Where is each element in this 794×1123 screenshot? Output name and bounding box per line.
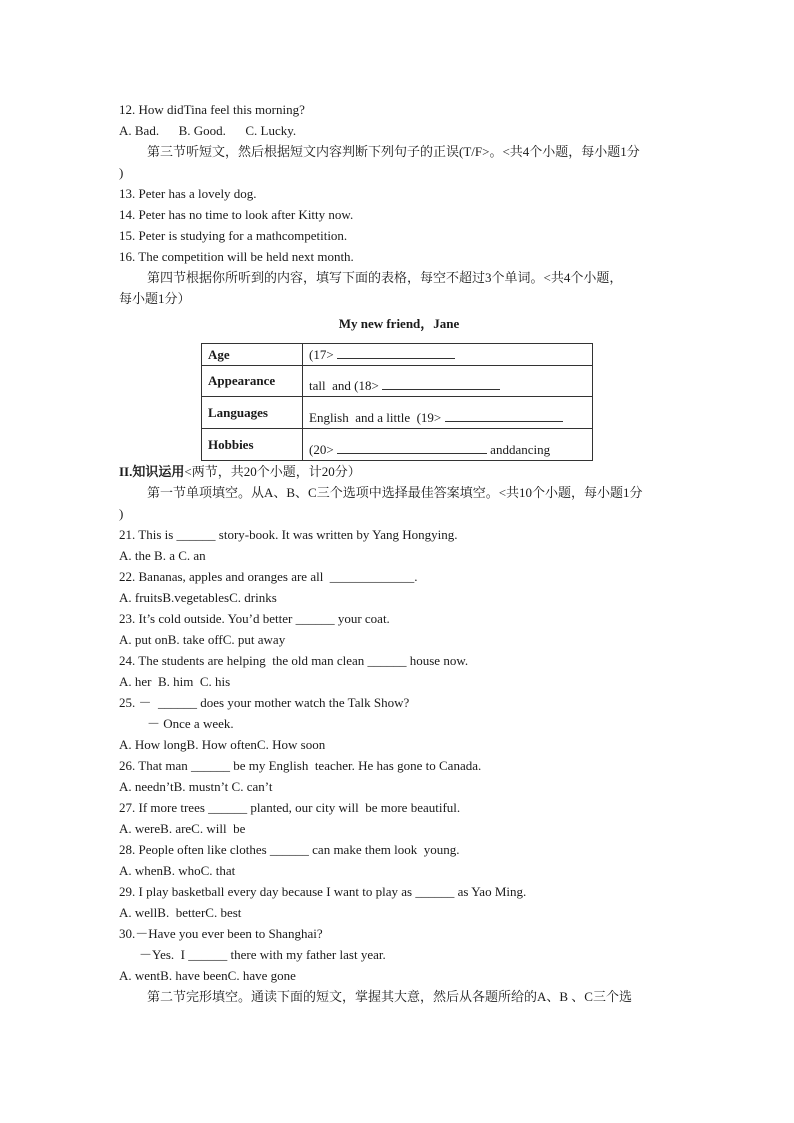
question-30-options: A. wentB. have beenC. have gone (119, 968, 296, 983)
blank-20[interactable] (337, 439, 487, 454)
question-23: 23. It’s cold outside. You’d better ______ your coat. (119, 611, 390, 626)
row-label: Appearance (202, 366, 303, 397)
question-27: 27. If more trees ______ planted, our city will be more beautiful. (119, 800, 461, 815)
question-14: 14. Peter has no time to look after Kitty now. (119, 207, 354, 222)
question-26-options: A. needn’tB. mustn’t C. can’t (119, 779, 273, 794)
question-29-options: A. wellB. betterC. best (119, 905, 242, 920)
question-27-options: A. wereB. areC. will be (119, 821, 246, 836)
blank-17[interactable] (337, 344, 455, 359)
question-28-options: A. whenB. whoC. that (119, 863, 236, 878)
question-16: 16. The competition will be held next month. (119, 249, 354, 264)
info-table (201, 343, 593, 461)
question-21: 21. This is ______ story-book. It was written by Yang Hongying. (119, 527, 458, 542)
question-25-options: A. How longB. How oftenC. How soon (119, 737, 326, 752)
question-13: 13. Peter has a lovely dog. (119, 186, 257, 201)
blank-18[interactable] (382, 375, 500, 390)
part2-sec2-instruction: 第二节完形填空。通读下面的短文，掌握其大意，然后从各题所给的A、B 、C三个选 (147, 989, 632, 1004)
row-value: tall and (18> (303, 366, 593, 397)
row-value: (20> anddancing (303, 429, 593, 461)
table-row-hobbies (202, 429, 593, 461)
table-row-age (202, 344, 593, 366)
question-23-options: A. put onB. take offC. put away (119, 632, 286, 647)
question-30-response: －Yes. I ______ there with my father last year. (139, 947, 386, 962)
question-25-response: － Once a week. (147, 716, 234, 731)
question-25: 25. － ______ does your mother watch the Talk Show? (119, 695, 410, 710)
section3-instruction-end: ) (119, 165, 124, 180)
exam-page (119, 99, 679, 1007)
part2-sec1-instruction: 第一节单项填空。从A、B、C三个选项中选择最佳答案填空。<共10个小题，每小题1分 (147, 485, 643, 500)
question-12: 12. How didTina feel this morning? (119, 102, 305, 117)
question-22-options: A. fruitsB.vegetablesC. drinks (119, 590, 277, 605)
question-12-options: A. Bad. B. Good. C. Lucky. (119, 123, 297, 138)
table-title: My new friend，Jane (338, 316, 460, 331)
question-30: 30.－Have you ever been to Shanghai? (119, 926, 323, 941)
section4-instruction: 第四节根据你所听到的内容，填写下面的表格，每空不超过3个单词。<共4个小题， (147, 270, 623, 285)
table-row-appearance (202, 366, 593, 397)
section3-instruction: 第三节听短文，然后根据短文内容判断下列句子的正误(T/F>。<共4个小题，每小题1分 (147, 144, 640, 159)
row-label: Languages (202, 397, 303, 429)
question-15: 15. Peter is studying for a mathcompetition. (119, 228, 348, 243)
question-24: 24. The students are helping the old man clean ______ house now. (119, 653, 469, 668)
question-28: 28. People often like clothes ______ can make them look young. (119, 842, 460, 857)
question-29: 29. I play basketball every day because I want to play as ______ as Yao Ming. (119, 884, 527, 899)
row-value: English and a little (19> (303, 397, 593, 429)
part2-sec1-instruction-end: ) (119, 506, 124, 521)
row-label: Hobbies (202, 429, 303, 461)
blank-19[interactable] (445, 407, 563, 422)
question-24-options: A. her B. him C. his (119, 674, 231, 689)
row-value: (17> (303, 344, 593, 366)
section4-instruction-end: 每小题1分） (119, 291, 191, 306)
question-22: 22. Bananas, apples and oranges are all _____________. (119, 569, 418, 584)
question-21-options: A. the B. a C. an (119, 548, 206, 563)
question-26: 26. That man ______ be my English teacher. He has gone to Canada. (119, 758, 482, 773)
row-label: Age (202, 344, 303, 366)
part2-heading: II.知识运用<两节，共20个小题，计20分） (119, 464, 361, 479)
table-row-languages (202, 397, 593, 429)
